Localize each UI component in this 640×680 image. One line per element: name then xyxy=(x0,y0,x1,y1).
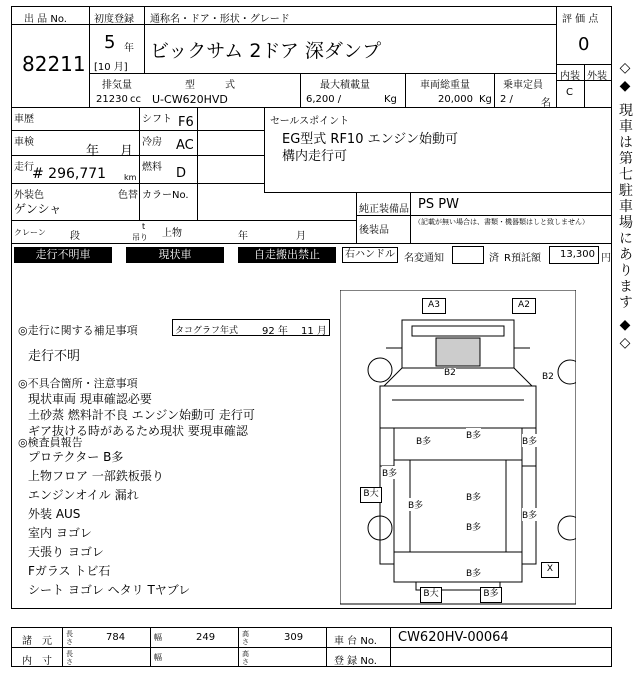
gross-weight-label: 車両総重量 xyxy=(420,80,470,91)
inspector-item: 天張り ヨゴレ xyxy=(28,545,104,559)
footer-width: 249 xyxy=(196,632,216,643)
history-label: 車歴 xyxy=(14,114,34,125)
running-note-text: 走行不明 xyxy=(28,349,81,364)
tag-b-many-bottom: B多 xyxy=(480,587,502,603)
footer-height: 309 xyxy=(284,632,304,643)
damage-b-many-4: B多 xyxy=(382,466,397,479)
as-is-badge: 現状車 xyxy=(126,247,224,263)
defect-item: 現状車両 現車確認必要 xyxy=(28,392,152,406)
genuine-equipment-value: PS PW xyxy=(418,197,459,212)
displacement-unit: cc xyxy=(130,94,141,105)
diagram-frame xyxy=(340,290,576,604)
defect-item: ギア抜ける時があるため現状 要現車確認 xyxy=(28,424,248,438)
damage-b-many-6: B多 xyxy=(408,498,423,511)
mileage-value: # 296,771 xyxy=(32,166,107,182)
damage-b-many-1: B多 xyxy=(416,434,431,447)
mileage-unit: km xyxy=(124,173,137,182)
wheel-front-right xyxy=(558,360,576,384)
inspection-month: 月 xyxy=(120,144,134,159)
defect-item: 土砂蒸 燃料計不良 エンジン始動可 走行可 xyxy=(28,408,255,422)
r-tax-box: 13,300 xyxy=(549,246,599,264)
name-change-box xyxy=(452,246,484,264)
gross-weight-value: 20,000 xyxy=(438,94,473,105)
capacity-unit: 名 xyxy=(541,98,551,109)
capacity-label: 乗車定員 xyxy=(503,80,543,91)
tag-b-large-side: B大 xyxy=(360,487,382,503)
tag-a3: A3 xyxy=(422,298,446,314)
interior-label: 内装 xyxy=(560,71,580,82)
crane-stage: 段 xyxy=(70,231,80,242)
inspector-item: 室内 ヨゴレ xyxy=(28,526,92,540)
crane-hoist: 吊り xyxy=(132,233,148,242)
deck-label: 上物 xyxy=(162,228,182,239)
footer-width-label: 幅 xyxy=(154,633,162,642)
displacement-value: 21230 xyxy=(96,94,128,105)
crane-t: t xyxy=(142,222,146,231)
tachograph-label: タコグラフ年式 xyxy=(175,326,239,336)
r-tax-unit: 円 xyxy=(601,253,611,264)
damage-b-many-8: B多 xyxy=(466,520,481,533)
interior-grade: C xyxy=(566,87,573,98)
footer-height-label: 高さ xyxy=(242,630,249,646)
gross-weight-unit: Kg xyxy=(479,94,492,105)
running-notes-title: ◎走行に関する補足事項 xyxy=(18,324,138,337)
handle-box: 右ハンドル xyxy=(342,247,398,263)
damage-b-many-2: B多 xyxy=(466,428,481,441)
max-load-label: 最大積載量 xyxy=(320,80,370,91)
footer-chassis: CW620HV-00064 xyxy=(398,630,509,645)
no-self-drive-badge: 自走搬出禁止 xyxy=(238,247,336,263)
fuel-label: 燃料 xyxy=(142,162,162,173)
capacity-value: 2 / xyxy=(500,94,513,105)
sales-point-label: セールスポイント xyxy=(270,116,350,127)
color-no-label: カラーNo. xyxy=(142,190,189,201)
first-reg-label: 初度登録 xyxy=(94,14,134,25)
mileage-label: 走行 xyxy=(14,162,34,173)
footer-dims-length-label: 長さ xyxy=(66,650,73,666)
inspection-label: 車検 xyxy=(14,137,34,148)
inspector-item: シート ヨゴレ ヘタリ Tヤブレ xyxy=(28,583,191,597)
car-name: ビックサム 2ドア 深ダンプ xyxy=(150,40,382,62)
shift-value: F6 xyxy=(178,115,194,130)
r-tax-prefix: 済 xyxy=(489,253,499,264)
wheel-front-left xyxy=(368,358,392,382)
damage-b-many-7: B多 xyxy=(522,508,537,521)
damage-b2-right: B2 xyxy=(542,372,554,382)
footer-specs-label: 諸 元 xyxy=(22,636,52,647)
wheel-rear-right xyxy=(558,516,576,540)
color-code-label: 色替 xyxy=(118,190,138,201)
footer-chassis-label: 車 台 No. xyxy=(334,636,377,647)
deck-month: 月 xyxy=(296,231,306,242)
damage-b-many-3: B多 xyxy=(522,434,537,447)
ac-value: AC xyxy=(176,138,194,153)
reg-year-unit: 年 xyxy=(124,43,134,54)
lot-number-label: 出 品 No. xyxy=(24,14,67,25)
footer-dims-height-label: 高さ xyxy=(242,650,249,666)
sales-point-line-2: 構内走行可 xyxy=(282,149,348,164)
shift-label: シフト xyxy=(142,114,172,125)
inspector-item: 外装 AUS xyxy=(28,507,81,521)
exterior-label: 外装 xyxy=(587,71,607,82)
aftermarket-note: （記載が無い場合は、書類・機器類はしと致しません） xyxy=(414,218,589,226)
tag-b-large-bottom: B大 xyxy=(420,587,442,603)
aftermarket-label: 後装品 xyxy=(359,225,389,236)
name-change-label: 名変通知 xyxy=(404,253,444,264)
color-value: ゲンシャ xyxy=(14,202,62,216)
model-value: U-CW620HVD xyxy=(152,93,228,106)
r-tax-label: R預託額 xyxy=(504,253,541,264)
genuine-equipment-label: 純正装備品 xyxy=(359,204,409,215)
damage-b-many-5: B多 xyxy=(466,490,481,503)
tachograph-month: 11 月 xyxy=(301,326,327,337)
inspector-item: 上物フロア 一部鉄板張り xyxy=(28,469,164,483)
model-label: 型 式 xyxy=(185,80,235,91)
reg-month: [10 月] xyxy=(94,62,128,73)
side-banner xyxy=(614,60,636,360)
rating-value: 0 xyxy=(578,34,590,55)
crane-label: クレーン xyxy=(14,228,46,237)
tag-a2: A2 xyxy=(512,298,536,314)
damage-b-many-9: B多 xyxy=(466,566,481,579)
inspector-item: プロテクター B多 xyxy=(28,450,124,464)
car-name-label: 通称名・ドア・形状・グレード xyxy=(150,14,290,25)
side-banner-text: ◇◆ 現車は第七駐車場にあります ◆◇ xyxy=(617,60,633,353)
footer-length-label: 長さ xyxy=(66,630,73,646)
color-label: 外装色 xyxy=(14,190,44,201)
inspection-year: 年 xyxy=(86,144,100,159)
footer-length: 784 xyxy=(106,632,126,643)
damage-b2-left: B2 xyxy=(444,368,456,378)
footer-dims-width-label: 幅 xyxy=(154,653,162,662)
reg-year: 5 xyxy=(104,32,116,53)
ac-label: 冷房 xyxy=(142,137,162,148)
tag-x: X xyxy=(541,562,559,578)
inspector-title: ◎検査員報告 xyxy=(18,436,83,449)
fuel-value: D xyxy=(176,166,187,181)
inspector-item: エンジンオイル 漏れ xyxy=(28,488,139,502)
footer-dims-label: 内 寸 xyxy=(22,656,52,667)
deck-year: 年 xyxy=(238,231,248,242)
sales-point-line-1: EG型式 RF10 エンジン始動可 xyxy=(282,132,458,147)
max-load-unit: Kg xyxy=(384,94,397,105)
displacement-label: 排気量 xyxy=(102,80,132,91)
not-running-badge: 走行不明車 xyxy=(14,247,112,263)
lot-number: 82211 xyxy=(22,52,86,76)
truck-diagram xyxy=(340,290,576,606)
inspector-item: Fガラス トビ石 xyxy=(28,564,111,578)
max-load-value: 6,200 / xyxy=(306,94,342,105)
rating-label: 評 価 点 xyxy=(562,14,599,25)
tachograph-year: 92 年 xyxy=(262,326,288,337)
defects-title: ◎不具合箇所・注意事項 xyxy=(18,377,138,390)
footer-reg-label: 登 録 No. xyxy=(334,656,377,667)
